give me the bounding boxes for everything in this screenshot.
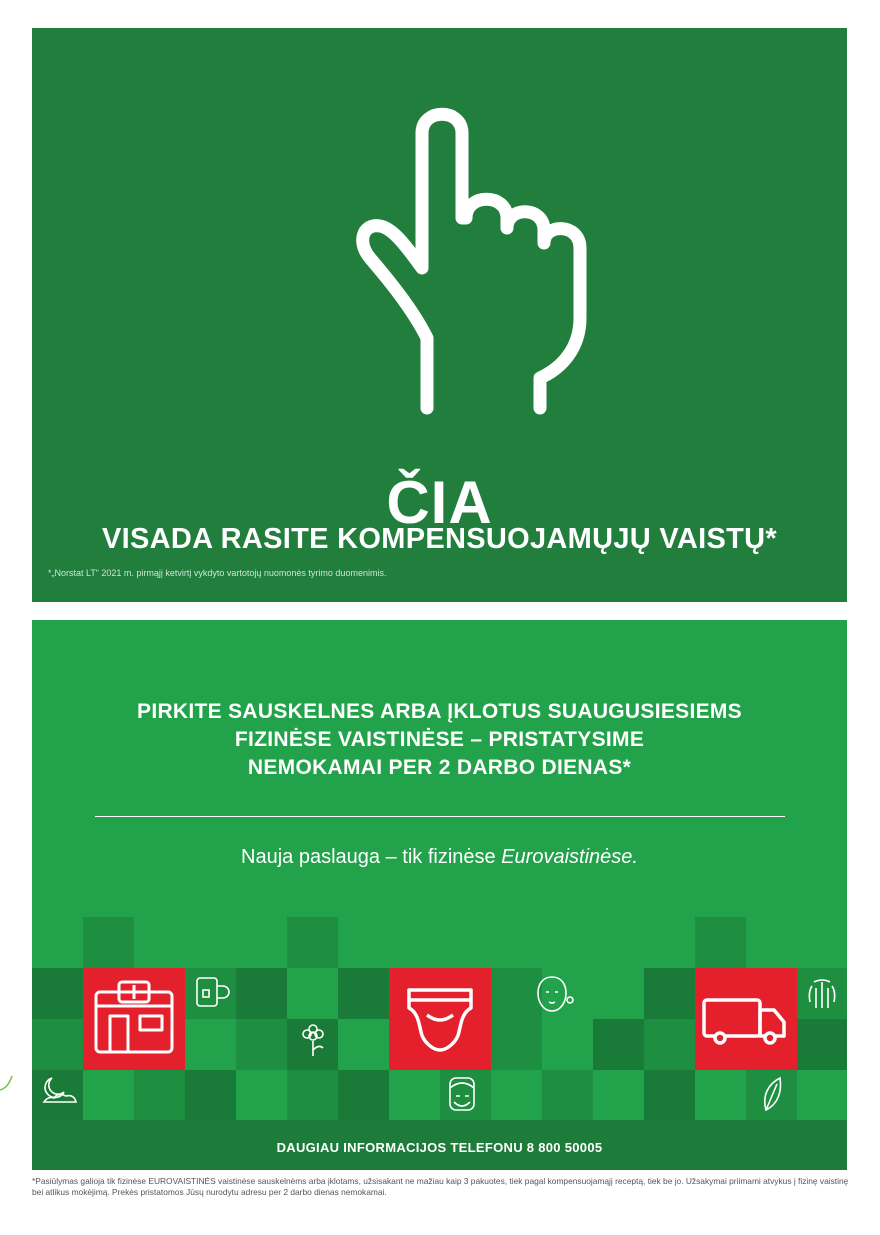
sprout-decoration (0, 1070, 20, 1110)
face-icon (538, 977, 573, 1011)
service-text (32, 846, 847, 869)
footnote: *Pasiūlymas galioja tik fizinėse EUROVAISTINĖS vaistinėse sauskelnėms arba įklotams, užsisakant ne mažiau kaip 3 pakuotes, tiek pagal kompensuojamąjį receptą, tiek be jo. Užsakymai priimami atvykus į fizinę vaistinę bei atlikus mokėjimą. Prekės pristatomos Jūsų nurodytu adresu per 2 darbo dienas nemokamai. (32, 1176, 849, 1197)
top-panel (32, 28, 847, 602)
divider (95, 816, 785, 817)
offer-line: NEMOKAMAI PER 2 DARBO DIENAS* (247, 756, 632, 779)
pointing-hand-icon (332, 78, 602, 418)
phone-info: DAUGIAU INFORMACIJOS TELEFONU 8 800 50005 (276, 1140, 603, 1155)
service-label: Nauja paslauga – tik fizinėse (241, 846, 502, 868)
headline: VISADA RASITE KOMPENSUOJAMŲJŲ VAISTŲ* (102, 523, 777, 555)
source-note: *„Norstat LT“ 2021 m. pirmąjį ketvirtį vykdyto vartotojų nuomonės tyrimo duomenimis. (48, 568, 387, 578)
offer-line: FIZINĖSE VAISTINĖSE – PRISTATYSIME (234, 728, 645, 751)
service-brand: Eurovaistinėse. (501, 846, 638, 868)
offer-text (32, 698, 847, 782)
page-title: ČIA (386, 469, 493, 536)
offer-line: PIRKITE SAUSKELNES ARBA ĮKLOTUS SUAUGUSIESIEMS (137, 700, 742, 723)
bottom-panel (32, 620, 847, 1170)
